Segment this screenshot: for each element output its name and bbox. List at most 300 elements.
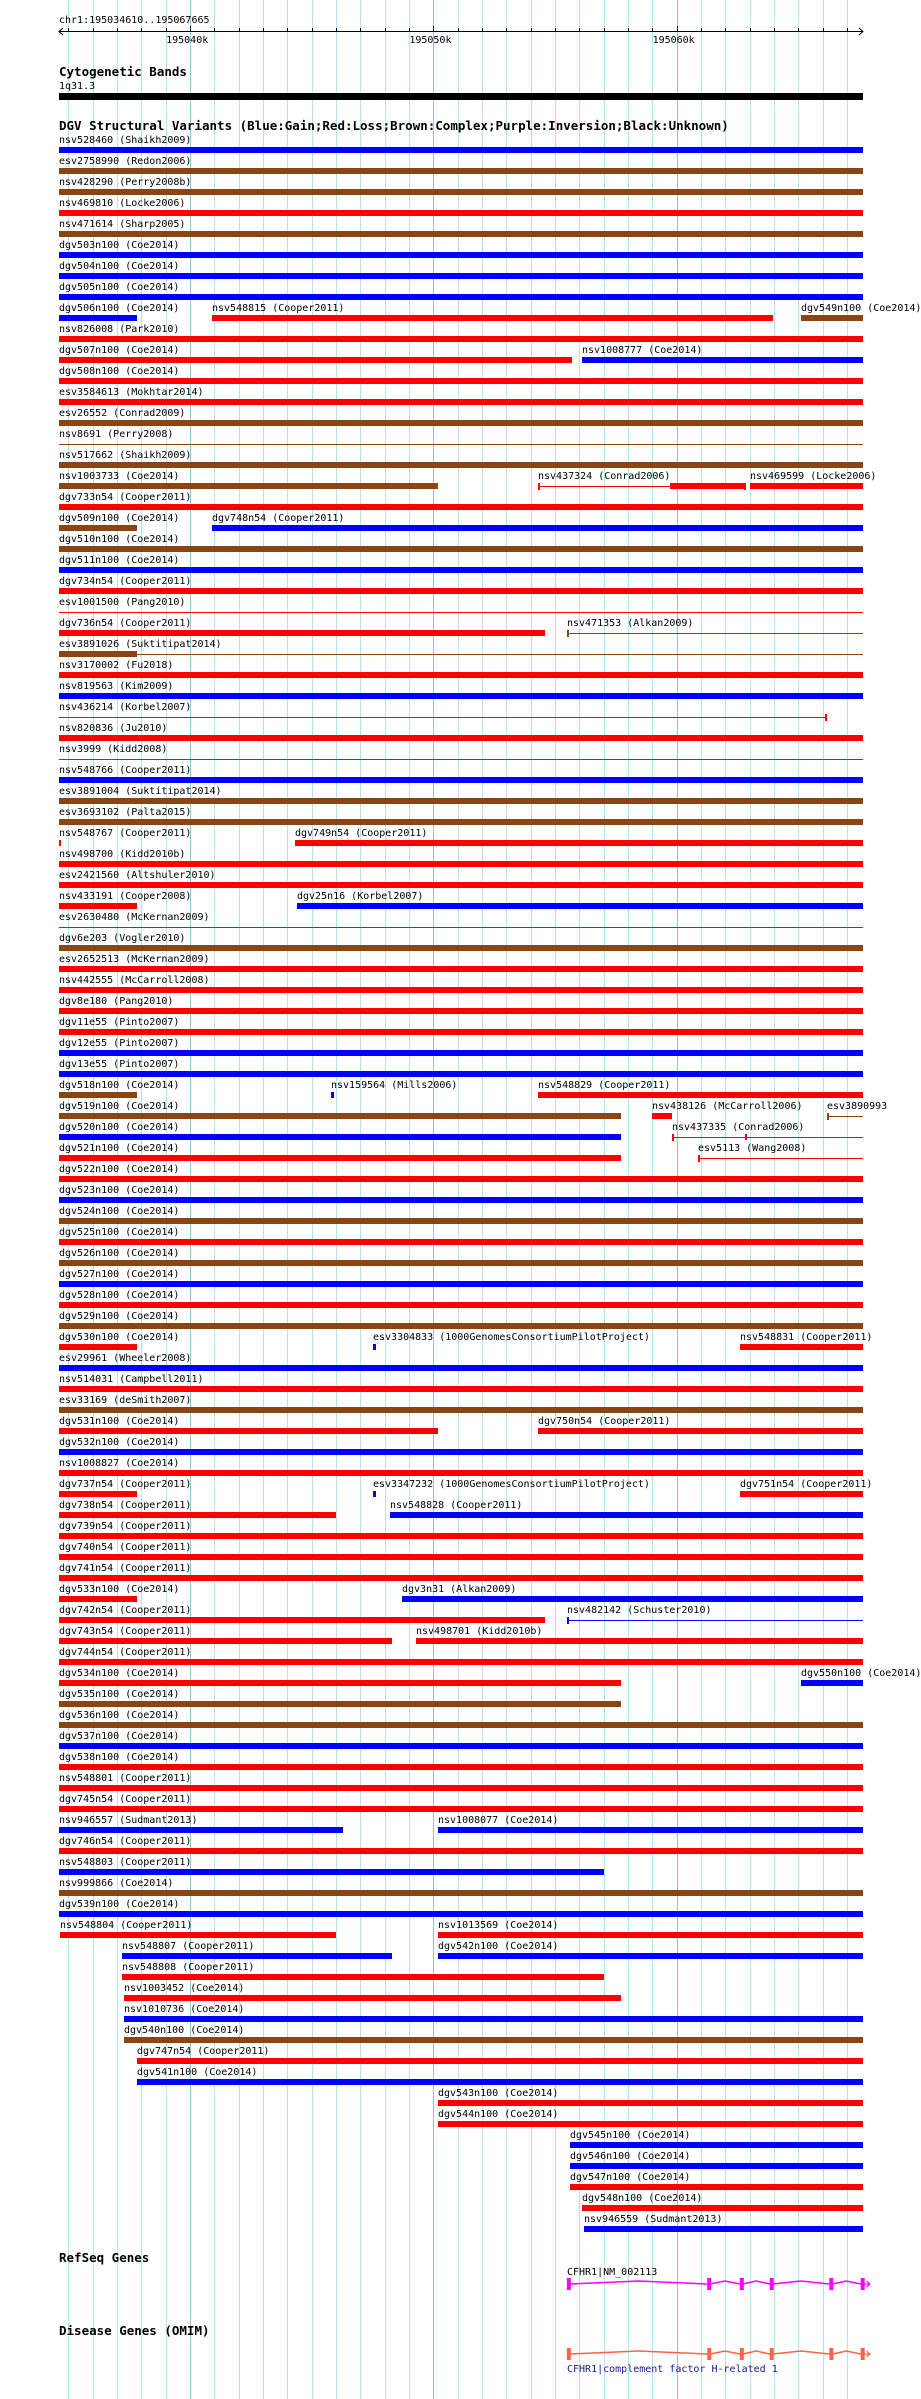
variant-label[interactable]: nsv469810 (Locke2006): [59, 198, 186, 209]
refseq-exon: [829, 2278, 833, 2290]
variant-line[interactable]: [59, 654, 863, 655]
variant-bar[interactable]: [59, 1281, 863, 1287]
variant-label[interactable]: esv3347232 (1000GenomesConsortiumPilotProject): [373, 1479, 650, 1490]
omim-intron: [710, 2351, 740, 2354]
variant-bar[interactable]: [59, 1806, 863, 1812]
omim-track-title: Disease Genes (OMIM): [59, 2323, 210, 2338]
variant-label[interactable]: dgv742n54 (Cooper2011): [59, 1605, 192, 1616]
variant-label[interactable]: nsv433191 (Cooper2008): [59, 891, 192, 902]
variant-bar[interactable]: [331, 1092, 333, 1098]
variant-start-tick: [827, 1113, 829, 1120]
variant-bar[interactable]: [59, 819, 863, 825]
variant-label[interactable]: esv3304833 (1000GenomesConsortiumPilotProject): [373, 1332, 650, 1343]
variant-bar[interactable]: [59, 1323, 863, 1329]
variant-label[interactable]: dgv734n54 (Cooper2011): [59, 576, 192, 587]
variant-label[interactable]: dgv541n100 (Coe2014): [137, 2067, 258, 2078]
variant-bar[interactable]: [59, 231, 863, 237]
variant-end-tick: [744, 483, 746, 490]
variant-line[interactable]: [827, 1116, 863, 1117]
variant-bar[interactable]: [570, 2184, 863, 2190]
variant-bar[interactable]: [59, 840, 61, 846]
variant-label[interactable]: dgv509n100 (Coe2014): [59, 513, 180, 524]
variant-label[interactable]: dgv531n100 (Coe2014): [59, 1416, 180, 1427]
variant-bar[interactable]: [59, 1596, 137, 1602]
variant-bar[interactable]: [59, 147, 863, 153]
variant-label[interactable]: esv2630480 (McKernan2009): [59, 912, 210, 923]
variant-label[interactable]: nsv437324 (Conrad2006): [538, 471, 671, 482]
variant-label[interactable]: dgv537n100 (Coe2014): [59, 1731, 180, 1742]
variant-label[interactable]: nsv442555 (McCarroll2008): [59, 975, 210, 986]
variant-line[interactable]: [59, 612, 863, 613]
variant-bar[interactable]: [538, 1092, 863, 1098]
variant-bar[interactable]: [59, 1197, 863, 1203]
variant-bar[interactable]: [373, 1491, 377, 1497]
variant-label[interactable]: dgv549n100 (Coe2014): [801, 303, 921, 314]
variant-bar[interactable]: [750, 483, 863, 489]
refseq-intron: [570, 2281, 707, 2284]
variant-label[interactable]: nsv548804 (Cooper2011): [60, 1920, 193, 1931]
omim-gene-model-cfhr1[interactable]: [0, 2344, 890, 2364]
variant-start-tick: [698, 1155, 700, 1162]
variant-bar[interactable]: [59, 1428, 438, 1434]
variant-label[interactable]: nsv469599 (Locke2006): [750, 471, 877, 482]
variant-label[interactable]: dgv733n54 (Cooper2011): [59, 492, 192, 503]
variant-bar[interactable]: [570, 2163, 863, 2169]
variant-line[interactable]: [59, 717, 827, 718]
variant-label[interactable]: nsv826008 (Park2010): [59, 324, 180, 335]
variant-bar[interactable]: [59, 1911, 863, 1917]
variant-bar[interactable]: [59, 1260, 863, 1266]
variant-bar[interactable]: [59, 483, 438, 489]
variant-label[interactable]: nsv498701 (Kidd2010b): [416, 1626, 543, 1637]
variant-label[interactable]: dgv532n100 (Coe2014): [59, 1437, 180, 1448]
variant-label[interactable]: dgv743n54 (Cooper2011): [59, 1626, 192, 1637]
dgv-track-title: DGV Structural Variants (Blue:Gain;Red:Loss;Brown:Complex;Purple:Inversion;Black:Unknown): [59, 118, 729, 133]
variant-bar[interactable]: [59, 693, 863, 699]
variant-label[interactable]: dgv521n100 (Coe2014): [59, 1143, 180, 1154]
variant-bar[interactable]: [59, 1113, 621, 1119]
variant-label[interactable]: dgv745n54 (Cooper2011): [59, 1794, 192, 1805]
variant-start-tick: [567, 630, 569, 637]
variant-bar[interactable]: [59, 903, 137, 909]
variant-label[interactable]: nsv548803 (Cooper2011): [59, 1857, 192, 1868]
variant-label[interactable]: dgv507n100 (Coe2014): [59, 345, 180, 356]
variant-bar[interactable]: [670, 483, 744, 489]
variant-bar[interactable]: [59, 1344, 137, 1350]
variant-bar[interactable]: [59, 1050, 863, 1056]
variant-bar[interactable]: [59, 1176, 863, 1182]
refseq-intron: [710, 2281, 740, 2284]
variant-label[interactable]: dgv506n100 (Coe2014): [59, 303, 180, 314]
variant-bar[interactable]: [59, 1239, 863, 1245]
variant-label[interactable]: esv33169 (deSmith2007): [59, 1395, 192, 1406]
variant-label[interactable]: dgv550n100 (Coe2014): [801, 1668, 921, 1679]
variant-bar[interactable]: [438, 1953, 863, 1959]
variant-bar[interactable]: [59, 672, 863, 678]
variant-label[interactable]: dgv536n100 (Coe2014): [59, 1710, 180, 1721]
variant-label[interactable]: dgv510n100 (Coe2014): [59, 534, 180, 545]
variant-bar[interactable]: [59, 399, 863, 405]
variant-bar[interactable]: [59, 1071, 863, 1077]
variant-label[interactable]: dgv6e203 (Vogler2010): [59, 933, 186, 944]
variant-bar[interactable]: [582, 357, 863, 363]
variant-label[interactable]: dgv523n100 (Coe2014): [59, 1185, 180, 1196]
variant-bar[interactable]: [59, 1617, 545, 1623]
variant-label[interactable]: dgv508n100 (Coe2014): [59, 366, 180, 377]
variant-label[interactable]: nsv548767 (Cooper2011): [59, 828, 192, 839]
axis-tick-label: 195060k: [652, 35, 695, 46]
variant-bar[interactable]: [59, 798, 863, 804]
variant-label[interactable]: dgv525n100 (Coe2014): [59, 1227, 180, 1238]
variant-label[interactable]: dgv737n54 (Cooper2011): [59, 1479, 192, 1490]
variant-label[interactable]: nsv3170002 (Fu2018): [59, 660, 174, 671]
variant-label[interactable]: nsv1008777 (Coe2014): [582, 345, 703, 356]
variant-label[interactable]: esv3693102 (Palta2015): [59, 807, 192, 818]
variant-label[interactable]: dgv526n100 (Coe2014): [59, 1248, 180, 1259]
variant-label[interactable]: dgv8e180 (Pang2010): [59, 996, 174, 1007]
variant-label[interactable]: dgv504n100 (Coe2014): [59, 261, 180, 272]
variant-bar[interactable]: [59, 1491, 137, 1497]
variant-bar[interactable]: [124, 2037, 863, 2043]
variant-label[interactable]: dgv12e55 (Pinto2007): [59, 1038, 180, 1049]
variant-label[interactable]: nsv8691 (Perry2008): [59, 429, 174, 440]
variant-bar[interactable]: [122, 1953, 392, 1959]
refseq-gene-model-cfhr1[interactable]: [0, 2274, 890, 2294]
omim-intron: [832, 2351, 860, 2354]
variant-bar[interactable]: [59, 420, 863, 426]
variant-start-tick: [538, 483, 540, 490]
variant-label[interactable]: dgv747n54 (Cooper2011): [137, 2046, 270, 2057]
variant-bar[interactable]: [59, 1029, 863, 1035]
variant-bar[interactable]: [59, 1533, 863, 1539]
variant-label[interactable]: nsv548829 (Cooper2011): [538, 1080, 671, 1091]
variant-bar[interactable]: [212, 525, 863, 531]
variant-label[interactable]: esv2421560 (Altshuler2010): [59, 870, 216, 881]
variant-label[interactable]: nsv946559 (Sudmant2013): [584, 2214, 723, 2225]
variant-bar[interactable]: [59, 294, 863, 300]
cytoband-bar[interactable]: [59, 93, 863, 100]
omim-intron: [773, 2351, 830, 2354]
variant-bar[interactable]: [801, 315, 863, 321]
variant-bar[interactable]: [59, 966, 863, 972]
variant-bar[interactable]: [438, 2121, 863, 2127]
variant-label[interactable]: nsv471353 (Alkan2009): [567, 618, 694, 629]
omim-exon: [567, 2348, 571, 2360]
variant-bar[interactable]: [295, 840, 863, 846]
variant-label[interactable]: dgv25n16 (Korbel2007): [297, 891, 424, 902]
variant-bar[interactable]: [416, 1638, 863, 1644]
cytoband-label: 1q31.3: [59, 81, 96, 92]
variant-label[interactable]: esv2652513 (McKernan2009): [59, 954, 210, 965]
variant-bar[interactable]: [59, 378, 863, 384]
variant-label[interactable]: dgv519n100 (Coe2014): [59, 1101, 180, 1112]
region-label: chr1:195034610..195067665: [59, 15, 210, 26]
variant-label[interactable]: dgv538n100 (Coe2014): [59, 1752, 180, 1763]
omim-exon: [707, 2348, 711, 2360]
variant-label[interactable]: nsv548807 (Cooper2011): [122, 1941, 255, 1952]
variant-bar[interactable]: [59, 336, 863, 342]
variant-bar[interactable]: [582, 2205, 863, 2211]
variant-label[interactable]: nsv1003452 (Coe2014): [124, 1983, 245, 1994]
variant-bar[interactable]: [59, 1890, 863, 1896]
variant-bar[interactable]: [59, 1743, 863, 1749]
variant-label[interactable]: esv1001500 (Pang2010): [59, 597, 186, 608]
variant-bar[interactable]: [740, 1491, 863, 1497]
variant-bar[interactable]: [59, 1575, 863, 1581]
variant-label[interactable]: dgv527n100 (Coe2014): [59, 1269, 180, 1280]
variant-bar[interactable]: [59, 189, 863, 195]
variant-label[interactable]: nsv1010736 (Coe2014): [124, 2004, 245, 2015]
variant-label[interactable]: dgv751n54 (Cooper2011): [740, 1479, 873, 1490]
variant-bar[interactable]: [59, 1827, 343, 1833]
variant-bar[interactable]: [122, 1974, 604, 1980]
variant-label[interactable]: nsv436214 (Korbel2007): [59, 702, 192, 713]
variant-label[interactable]: nsv548828 (Cooper2011): [390, 1500, 523, 1511]
variant-label[interactable]: nsv548808 (Cooper2011): [122, 1962, 255, 1973]
variant-label[interactable]: dgv542n100 (Coe2014): [438, 1941, 559, 1952]
variant-label[interactable]: dgv529n100 (Coe2014): [59, 1311, 180, 1322]
variant-label[interactable]: dgv748n54 (Cooper2011): [212, 513, 345, 524]
variant-label[interactable]: nsv1008827 (Coe2014): [59, 1458, 180, 1469]
variant-label[interactable]: nsv1003733 (Coe2014): [59, 471, 180, 482]
variant-bar[interactable]: [438, 1932, 863, 1938]
refseq-gene-label[interactable]: CFHR1|NM_002113: [567, 2267, 658, 2278]
variant-label[interactable]: dgv543n100 (Coe2014): [438, 2088, 559, 2099]
variant-label[interactable]: nsv498700 (Kidd2010b): [59, 849, 186, 860]
variant-bar[interactable]: [59, 1512, 336, 1518]
variant-label[interactable]: dgv740n54 (Cooper2011): [59, 1542, 192, 1553]
variant-bar[interactable]: [59, 1302, 863, 1308]
variant-label[interactable]: dgv736n54 (Cooper2011): [59, 618, 192, 629]
variant-label[interactable]: dgv3n31 (Alkan2009): [402, 1584, 517, 1595]
variant-label[interactable]: nsv514031 (Campbell2011): [59, 1374, 204, 1385]
variant-label[interactable]: dgv505n100 (Coe2014): [59, 282, 180, 293]
variant-bar[interactable]: [59, 315, 137, 321]
variant-label[interactable]: dgv545n100 (Coe2014): [570, 2130, 691, 2141]
variant-label[interactable]: nsv482142 (Schuster2010): [567, 1605, 712, 1616]
variant-bar[interactable]: [373, 1344, 377, 1350]
refseq-intron: [773, 2281, 830, 2284]
variant-bar[interactable]: [59, 1386, 863, 1392]
refseq-exon: [740, 2278, 744, 2290]
omim-intron: [743, 2351, 770, 2354]
variant-line[interactable]: [672, 1137, 863, 1138]
variant-label[interactable]: esv2758990 (Redon2006): [59, 156, 192, 167]
variant-bar[interactable]: [570, 2142, 863, 2148]
variant-bar[interactable]: [59, 1092, 137, 1098]
variant-bar[interactable]: [59, 1764, 863, 1770]
variant-label[interactable]: dgv738n54 (Cooper2011): [59, 1500, 192, 1511]
variant-bar[interactable]: [59, 1638, 392, 1644]
refseq-exon: [861, 2278, 865, 2290]
variant-bar[interactable]: [59, 1134, 621, 1140]
variant-label[interactable]: dgv544n100 (Coe2014): [438, 2109, 559, 2120]
variant-label[interactable]: nsv548801 (Cooper2011): [59, 1773, 192, 1784]
variant-bar[interactable]: [297, 903, 863, 909]
variant-bar[interactable]: [59, 1449, 863, 1455]
variant-label[interactable]: esv29961 (Wheeler2008): [59, 1353, 192, 1364]
variant-label[interactable]: nsv548815 (Cooper2011): [212, 303, 345, 314]
variant-bar[interactable]: [59, 1008, 863, 1014]
variant-bar[interactable]: [212, 315, 773, 321]
refseq-exon: [567, 2278, 571, 2290]
variant-label[interactable]: dgv518n100 (Coe2014): [59, 1080, 180, 1091]
variant-label[interactable]: nsv819563 (Kim2009): [59, 681, 174, 692]
variant-bar[interactable]: [59, 945, 863, 951]
variant-label[interactable]: dgv503n100 (Coe2014): [59, 240, 180, 251]
variant-label[interactable]: dgv750n54 (Cooper2011): [538, 1416, 671, 1427]
omim-exon: [861, 2348, 865, 2360]
variant-label[interactable]: dgv13e55 (Pinto2007): [59, 1059, 180, 1070]
variant-start-tick: [567, 1617, 569, 1624]
variant-label[interactable]: dgv546n100 (Coe2014): [570, 2151, 691, 2162]
axis-tick-label: 195040k: [166, 35, 209, 46]
variant-label[interactable]: dgv528n100 (Coe2014): [59, 1290, 180, 1301]
variant-bar[interactable]: [59, 273, 863, 279]
variant-label[interactable]: nsv517662 (Shaikh2009): [59, 450, 192, 461]
variant-bar[interactable]: [59, 777, 863, 783]
variant-line[interactable]: [59, 444, 863, 445]
variant-label[interactable]: dgv539n100 (Coe2014): [59, 1899, 180, 1910]
variant-line[interactable]: [567, 1620, 863, 1621]
variant-bar[interactable]: [59, 1848, 863, 1854]
variant-bar[interactable]: [59, 630, 545, 636]
variant-label[interactable]: esv3890993: [827, 1101, 888, 1112]
variant-label[interactable]: nsv159564 (Mills2006): [331, 1080, 458, 1091]
variant-bar[interactable]: [59, 525, 137, 531]
variant-bar[interactable]: [59, 1659, 863, 1665]
variant-label[interactable]: dgv520n100 (Coe2014): [59, 1122, 180, 1133]
variant-label[interactable]: nsv820836 (Ju2010): [59, 723, 168, 734]
variant-bar[interactable]: [390, 1512, 863, 1518]
variant-label[interactable]: dgv547n100 (Coe2014): [570, 2172, 691, 2183]
variant-bar[interactable]: [59, 1869, 604, 1875]
variant-bar[interactable]: [59, 1722, 863, 1728]
variant-bar[interactable]: [59, 1407, 863, 1413]
variant-bar[interactable]: [124, 2016, 863, 2022]
refseq-exon: [707, 2278, 711, 2290]
variant-label[interactable]: dgv530n100 (Coe2014): [59, 1332, 180, 1343]
variant-bar[interactable]: [59, 1785, 863, 1791]
variant-label[interactable]: nsv471614 (Sharp2005): [59, 219, 186, 230]
variant-bar[interactable]: [59, 588, 863, 594]
variant-label[interactable]: dgv746n54 (Cooper2011): [59, 1836, 192, 1847]
variant-bar[interactable]: [438, 1827, 863, 1833]
variant-label[interactable]: esv3891004 (Suktitipat2014): [59, 786, 222, 797]
variant-bar[interactable]: [59, 252, 863, 258]
variant-label[interactable]: dgv749n54 (Cooper2011): [295, 828, 428, 839]
omim-intron: [570, 2351, 707, 2354]
variant-bar[interactable]: [652, 1113, 671, 1119]
variant-bar[interactable]: [59, 462, 863, 468]
refseq-track-title: RefSeq Genes: [59, 2250, 150, 2265]
variant-label[interactable]: dgv739n54 (Cooper2011): [59, 1521, 192, 1532]
variant-bar[interactable]: [59, 651, 137, 657]
variant-bar[interactable]: [59, 987, 863, 993]
variant-bar[interactable]: [59, 1554, 863, 1560]
variant-label[interactable]: nsv437335 (Conrad2006): [672, 1122, 805, 1133]
variant-label[interactable]: dgv741n54 (Cooper2011): [59, 1563, 192, 1574]
variant-bar[interactable]: [60, 1932, 336, 1938]
variant-bar[interactable]: [801, 1680, 863, 1686]
variant-label[interactable]: esv3584613 (Mokhtar2014): [59, 387, 204, 398]
variant-bar[interactable]: [59, 1470, 863, 1476]
variant-bar[interactable]: [59, 1365, 863, 1371]
variant-bar[interactable]: [59, 357, 572, 363]
variant-line[interactable]: [567, 633, 863, 634]
variant-label[interactable]: esv26552 (Conrad2009): [59, 408, 186, 419]
variant-label[interactable]: dgv524n100 (Coe2014): [59, 1206, 180, 1217]
variant-label[interactable]: dgv534n100 (Coe2014): [59, 1668, 180, 1679]
refseq-exon: [770, 2278, 774, 2290]
omim-strand-arrow-icon: [865, 2351, 870, 2357]
variant-bar[interactable]: [59, 1155, 621, 1161]
variant-label[interactable]: esv3891026 (Suktitipat2014): [59, 639, 222, 650]
variant-label[interactable]: dgv511n100 (Coe2014): [59, 555, 180, 566]
variant-label[interactable]: nsv428290 (Perry2008b): [59, 177, 192, 188]
variant-bar[interactable]: [59, 735, 863, 741]
variant-label[interactable]: nsv548766 (Cooper2011): [59, 765, 192, 776]
variant-bar[interactable]: [137, 2058, 863, 2064]
variant-label[interactable]: dgv535n100 (Coe2014): [59, 1689, 180, 1700]
variant-label[interactable]: nsv946557 (Sudmant2013): [59, 1815, 198, 1826]
variant-bar[interactable]: [402, 1596, 863, 1602]
variant-bar[interactable]: [59, 504, 863, 510]
variant-label[interactable]: nsv3999 (Kidd2008): [59, 744, 168, 755]
variant-label[interactable]: nsv548831 (Cooper2011): [740, 1332, 873, 1343]
axis-tick-label: 195050k: [409, 35, 452, 46]
variant-label[interactable]: dgv744n54 (Cooper2011): [59, 1647, 192, 1658]
variant-label[interactable]: dgv548n100 (Coe2014): [582, 2193, 703, 2204]
variant-bar[interactable]: [59, 546, 863, 552]
variant-label[interactable]: dgv533n100 (Coe2014): [59, 1584, 180, 1595]
variant-bar[interactable]: [59, 861, 863, 867]
variant-bar[interactable]: [745, 1134, 747, 1140]
variant-bar[interactable]: [538, 1428, 863, 1434]
variant-label[interactable]: esv5113 (Wang2008): [698, 1143, 807, 1154]
variant-label[interactable]: nsv438126 (McCarroll2006): [652, 1101, 803, 1112]
omim-exon: [770, 2348, 774, 2360]
cytoband-track-title: Cytogenetic Bands: [59, 64, 187, 79]
variant-bar[interactable]: [59, 168, 863, 174]
variant-bar[interactable]: [740, 1344, 863, 1350]
variant-bar[interactable]: [59, 1701, 621, 1707]
variant-label[interactable]: dgv522n100 (Coe2014): [59, 1164, 180, 1175]
omim-gene-label[interactable]: CFHR1|complement factor H-related 1: [567, 2364, 778, 2375]
variant-bar[interactable]: [59, 882, 863, 888]
variant-label[interactable]: nsv1013569 (Coe2014): [438, 1920, 559, 1931]
variant-bar[interactable]: [124, 1995, 620, 2001]
variant-line[interactable]: [698, 1158, 863, 1159]
variant-label[interactable]: dgv540n100 (Coe2014): [124, 2025, 245, 2036]
refseq-strand-arrow-icon: [865, 2281, 870, 2287]
variant-bar[interactable]: [59, 1680, 621, 1686]
variant-bar[interactable]: [137, 2079, 863, 2085]
variant-line[interactable]: [59, 759, 863, 760]
variant-line[interactable]: [59, 927, 863, 928]
variant-bar[interactable]: [584, 2226, 863, 2232]
variant-bar[interactable]: [59, 1218, 863, 1224]
variant-bar[interactable]: [59, 210, 863, 216]
variant-label[interactable]: nsv528460 (Shaikh2009): [59, 135, 192, 146]
variant-label[interactable]: nsv1008077 (Coe2014): [438, 1815, 559, 1826]
omim-exon: [829, 2348, 833, 2360]
variant-start-tick: [672, 1134, 674, 1141]
variant-bar[interactable]: [59, 567, 863, 573]
variant-label[interactable]: dgv11e55 (Pinto2007): [59, 1017, 180, 1028]
variant-label[interactable]: nsv999866 (Coe2014): [59, 1878, 174, 1889]
variant-bar[interactable]: [438, 2100, 863, 2106]
